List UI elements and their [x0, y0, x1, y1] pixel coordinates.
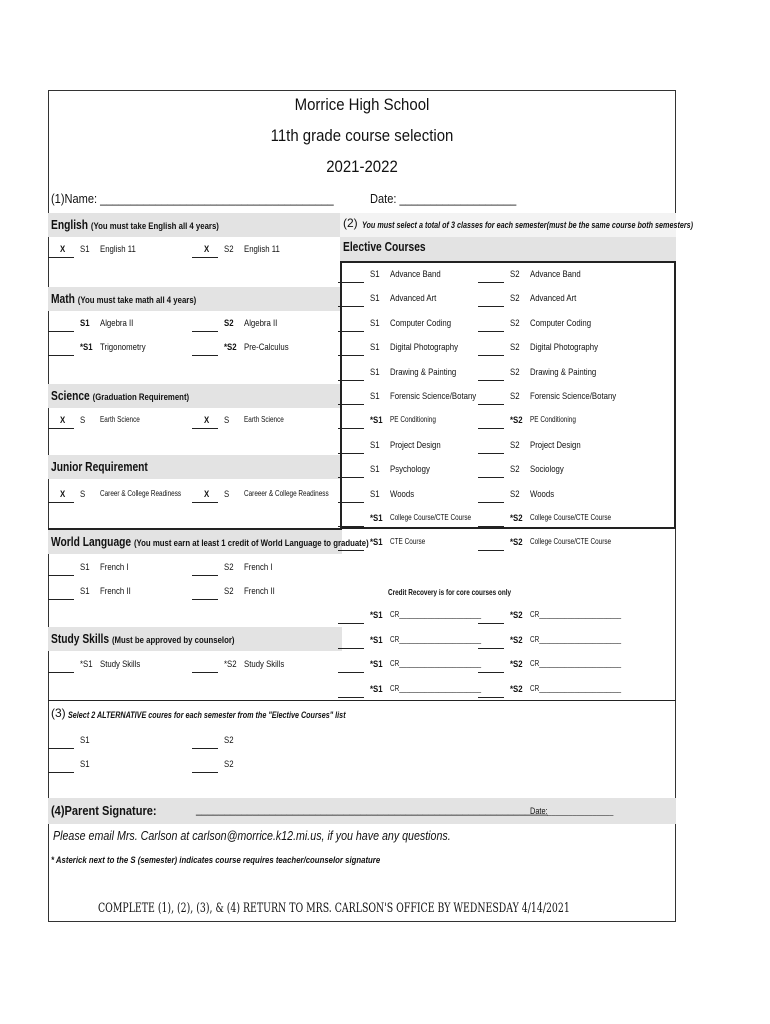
selection-blank-line[interactable] [338, 282, 364, 283]
course-name: College Course/CTE Course [390, 513, 472, 522]
course-name: CR_______________________ [390, 683, 482, 693]
course-name: College Course/CTE Course [530, 513, 612, 522]
course-name: French I [244, 562, 273, 573]
semester-label: *S1 [80, 342, 93, 353]
selection-blank-line[interactable] [48, 257, 74, 258]
course-name: PE Conditioning [530, 415, 576, 425]
semester-label: S2 [510, 366, 520, 378]
selection-blank-line[interactable] [338, 380, 364, 381]
course-name: Woods [390, 488, 415, 500]
semester-label: S [224, 489, 230, 500]
course-name: CR_______________________ [390, 610, 482, 619]
semester-label: S2 [510, 464, 520, 476]
semester-label: S1 [80, 318, 90, 329]
course-name: French I [100, 562, 129, 573]
selection-blank-line[interactable] [478, 355, 504, 356]
semester-label: S1 [370, 391, 380, 402]
selection-blank-line[interactable] [48, 428, 74, 429]
semester-label: S1 [370, 464, 380, 476]
semester-label: S2 [510, 342, 520, 354]
semester-label: S2 [510, 317, 520, 329]
selection-blank-line[interactable] [478, 697, 504, 698]
semester-label: S1 [370, 317, 380, 329]
semester-label: S [224, 415, 230, 426]
selection-blank-line[interactable] [192, 355, 218, 356]
selection-blank-line[interactable] [48, 575, 74, 576]
semester-label: S1 [80, 759, 90, 770]
semester-label: S2 [224, 735, 234, 746]
asterisk-note: * Asterick next to the S (semester) indicates course requires teacher/counselor signature [51, 855, 381, 866]
course-name: Algebra II [244, 318, 278, 329]
semester-label: S1 [370, 269, 380, 280]
signature-label: (4)Parent Signature: [51, 803, 157, 818]
semester-label: S1 [80, 244, 90, 255]
course-name: French II [100, 586, 131, 597]
selection-blank-line[interactable] [192, 672, 218, 673]
selection-blank-line[interactable] [192, 428, 218, 429]
selection-blank-line[interactable] [192, 748, 218, 749]
semester-label: *S2 [224, 342, 237, 353]
selection-blank-line[interactable] [192, 575, 218, 576]
selection-mark: X [204, 489, 210, 500]
selection-blank-line[interactable] [192, 772, 218, 773]
selection-blank-line[interactable] [48, 748, 74, 749]
return-instructions: COMPLETE (1), (2), (3), & (4) RETURN TO MRS. CARLSON'S OFFICE BY WEDNESDAY 4/14/2021 [98, 901, 570, 916]
selection-blank-line[interactable] [48, 772, 74, 773]
course-name: Study Skills [100, 659, 141, 670]
semester-label: S2 [510, 439, 520, 451]
science-heading: Science (Graduation Requirement) [51, 389, 190, 403]
course-name: Earth Science [100, 415, 140, 424]
selection-blank-line[interactable] [48, 599, 74, 600]
selection-mark: X [60, 244, 66, 255]
selection-blank-line[interactable] [338, 404, 364, 405]
selection-blank-line[interactable] [48, 502, 74, 503]
selection-blank-line[interactable] [338, 526, 364, 527]
selection-blank-line[interactable] [338, 502, 364, 503]
selection-blank-line[interactable] [338, 697, 364, 698]
selection-blank-line[interactable] [338, 550, 364, 551]
signature-line[interactable]: ______________________________________________________________ [196, 802, 548, 816]
course-name: Algebra II [100, 318, 134, 329]
selection-mark: X [204, 244, 210, 255]
course-name: Career & College Readiness [100, 489, 182, 498]
course-name: Careeer & College Readiness [244, 489, 329, 498]
semester-label: S2 [510, 293, 520, 305]
world-language-heading: World Language (You must earn at least 1 credit of World Language to graduate) [51, 535, 369, 549]
course-name: CTE Course [390, 537, 426, 547]
school-year: 2021-2022 [326, 157, 398, 176]
semester-label: *S1 [370, 513, 383, 524]
course-name: English 11 [244, 244, 280, 255]
semester-label: S1 [370, 293, 380, 305]
semester-label: *S1 [370, 683, 383, 695]
semester-label: S2 [510, 269, 520, 280]
selection-blank-line[interactable] [338, 623, 364, 624]
semester-label: *S1 [370, 659, 383, 670]
semester-label: S2 [510, 488, 520, 500]
semester-label: *S1 [370, 634, 383, 646]
elective-heading: Elective Courses [343, 240, 426, 254]
selection-blank-line[interactable] [478, 550, 504, 551]
selection-blank-line[interactable] [478, 623, 504, 624]
selection-blank-line[interactable] [478, 428, 504, 429]
selection-blank-line[interactable] [478, 380, 504, 381]
course-name: CR_______________________ [390, 634, 482, 644]
selection-blank-line[interactable] [338, 477, 364, 478]
selection-blank-line[interactable] [478, 282, 504, 283]
course-name: Advanced Art [390, 293, 437, 305]
course-name: CR_______________________ [530, 659, 622, 668]
course-name: CR_______________________ [390, 659, 482, 668]
course-name: Forensic Science/Botany [530, 391, 617, 402]
selection-blank-line[interactable] [478, 672, 504, 673]
date-field[interactable]: Date: ___________________ [370, 191, 517, 206]
course-name: Digital Photography [390, 342, 458, 354]
selection-blank-line[interactable] [338, 355, 364, 356]
selection-blank-line[interactable] [192, 502, 218, 503]
name-field[interactable]: (1)Name: ______________________________________ [51, 191, 334, 206]
semester-label: *S2 [510, 513, 523, 524]
selection-blank-line[interactable] [478, 648, 504, 649]
semester-label: *S2 [510, 537, 523, 549]
selection-blank-line[interactable] [192, 331, 218, 332]
selection-blank-line[interactable] [192, 599, 218, 600]
elective-instruction-number: (2) [343, 216, 358, 230]
math-heading: Math (You must take math all 4 years) [51, 292, 197, 306]
selection-mark: X [60, 415, 66, 426]
course-name: Computer Coding [390, 317, 452, 329]
alternatives-divider [48, 700, 676, 701]
english-heading: English (You must take English all 4 years) [51, 218, 219, 232]
form-subtitle: 11th grade course selection [270, 126, 454, 145]
signature-date[interactable]: Date:________________ [530, 806, 614, 816]
course-name: Digital Photography [530, 342, 598, 354]
selection-blank-line[interactable] [478, 331, 504, 332]
selection-blank-line[interactable] [338, 453, 364, 454]
study-skills-heading: Study Skills (Must be approved by counselor) [51, 632, 235, 646]
course-name: Psychology [390, 464, 430, 476]
course-name: CR_______________________ [530, 683, 622, 693]
selection-blank-line[interactable] [192, 257, 218, 258]
semester-label: S1 [370, 366, 380, 378]
course-name: Drawing & Painting [530, 366, 597, 378]
selection-blank-line[interactable] [478, 453, 504, 454]
course-name: PE Conditioning [390, 415, 436, 425]
course-name: Drawing & Painting [390, 366, 457, 378]
selection-blank-line[interactable] [338, 672, 364, 673]
course-name: CR_______________________ [530, 610, 622, 619]
course-name: Project Design [390, 439, 441, 451]
semester-label: S2 [224, 759, 234, 770]
semester-label: *S1 [370, 610, 383, 621]
alternatives-number: (3) [51, 706, 66, 720]
semester-label: S1 [370, 488, 380, 500]
school-title: Morrice High School [294, 95, 430, 114]
course-name: College Course/CTE Course [530, 537, 612, 547]
selection-blank-line[interactable] [48, 355, 74, 356]
semester-label: S2 [224, 244, 234, 255]
semester-label: *S1 [370, 537, 383, 549]
semester-label: S1 [80, 562, 90, 573]
selection-blank-line[interactable] [478, 526, 504, 527]
semester-label: S2 [224, 318, 234, 329]
selection-blank-line[interactable] [338, 428, 364, 429]
course-name: CR_______________________ [530, 634, 622, 644]
semester-label: *S2 [510, 634, 523, 646]
elective-instruction: You must select a total of 3 classes for each semester(must be the same course both semesters) [362, 220, 694, 230]
course-name: Forensic Science/Botany [390, 391, 477, 402]
selection-blank-line[interactable] [478, 477, 504, 478]
semester-label: S2 [224, 562, 234, 573]
course-name: Study Skills [244, 659, 285, 670]
semester-label: *S2 [510, 610, 523, 621]
selection-blank-line[interactable] [338, 648, 364, 649]
course-name: Advanced Art [530, 293, 577, 305]
semester-label: S [80, 415, 86, 426]
selection-blank-line[interactable] [48, 672, 74, 673]
semester-label: *S2 [224, 659, 237, 670]
course-name: French II [244, 586, 275, 597]
email-note: Please email Mrs. Carlson at carlson@morrice.k12.mi.us, if you have any questions. [53, 828, 451, 843]
course-name: Advance Band [390, 269, 441, 280]
course-name: Computer Coding [530, 317, 592, 329]
course-name: Advance Band [530, 269, 581, 280]
semester-label: *S1 [370, 415, 383, 427]
selection-blank-line[interactable] [478, 502, 504, 503]
semester-label: S1 [370, 439, 380, 451]
alternatives-instruction: Select 2 ALTERNATIVE coures for each semester from the "Elective Courses" list [68, 710, 346, 720]
semester-label: S2 [510, 391, 520, 402]
credit-recovery-heading: Credit Recovery is for core courses only [388, 588, 512, 597]
semester-label: S [80, 489, 86, 500]
course-name: Woods [530, 488, 555, 500]
course-name: Project Design [530, 439, 581, 451]
course-name: Trigonometry [100, 342, 146, 353]
semester-label: *S1 [80, 659, 93, 670]
junior-heading: Junior Requirement [51, 460, 148, 474]
selection-mark: X [60, 489, 66, 500]
course-name: Earth Science [244, 415, 284, 424]
selection-blank-line[interactable] [48, 331, 74, 332]
course-name: Sociology [530, 464, 564, 476]
semester-label: S1 [370, 342, 380, 354]
selection-blank-line[interactable] [338, 306, 364, 307]
semester-label: *S2 [510, 683, 523, 695]
selection-mark: X [204, 415, 210, 426]
semester-label: *S2 [510, 415, 523, 427]
selection-blank-line[interactable] [478, 404, 504, 405]
course-name: English 11 [100, 244, 136, 255]
semester-label: S1 [80, 586, 90, 597]
semester-label: *S2 [510, 659, 523, 670]
semester-label: S2 [224, 586, 234, 597]
course-name: Pre-Calculus [244, 342, 289, 353]
selection-blank-line[interactable] [478, 306, 504, 307]
selection-blank-line[interactable] [338, 331, 364, 332]
semester-label: S1 [80, 735, 90, 746]
